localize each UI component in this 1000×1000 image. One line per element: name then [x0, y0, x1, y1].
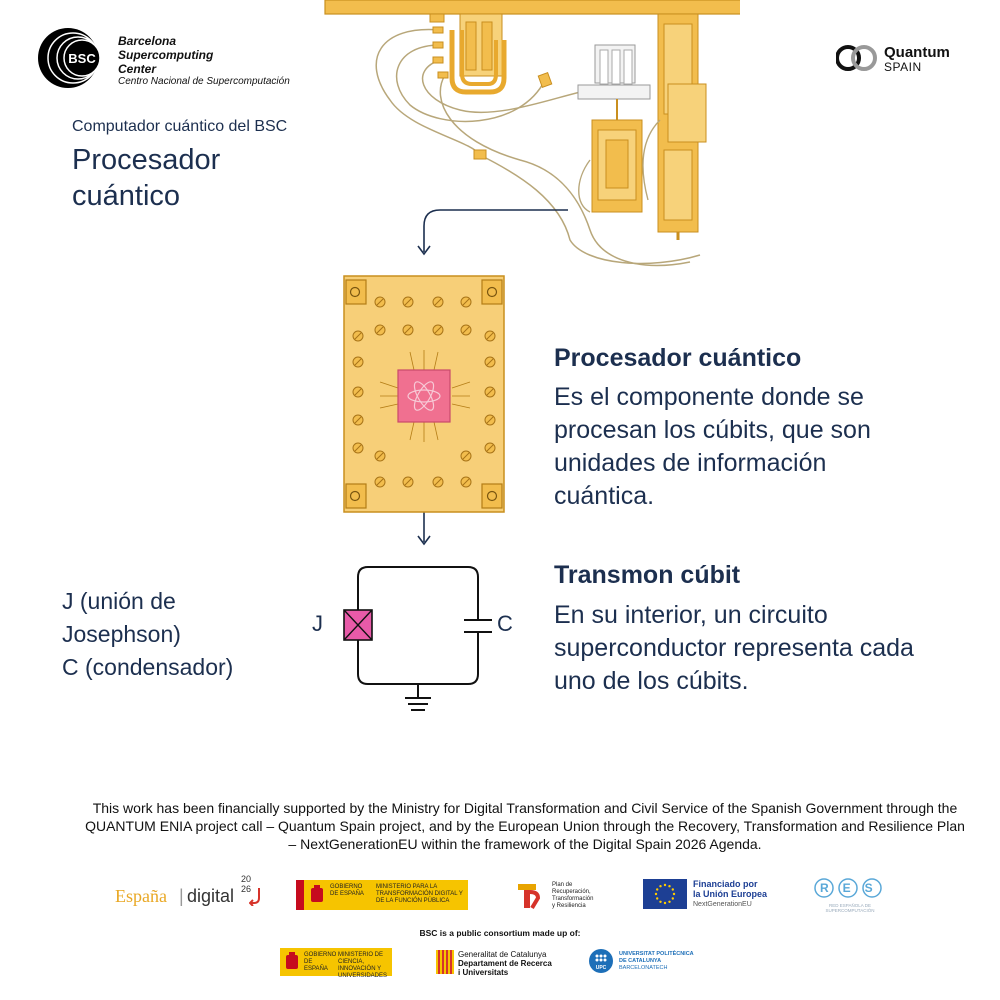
transmon-description: En su interior, un circuito superconductor representa cada uno de los cúbits.	[554, 601, 914, 695]
year-top: 20	[241, 874, 252, 884]
bsc-name	[118, 34, 318, 76]
kicker: Computador cuántico del BSC	[72, 118, 288, 135]
processor-description: Es el componente donde se procesan los cúbits, que son unidades de información cuántica.	[554, 383, 871, 510]
quantum-processor-chip	[340, 272, 510, 517]
digital-word: digital	[187, 886, 235, 906]
eu-star-icon	[656, 888, 658, 890]
espana-word: España	[115, 886, 167, 906]
eu-star-icon	[659, 885, 661, 887]
capacitor-label: C	[497, 611, 513, 636]
eu-star-icon	[656, 897, 658, 899]
eu-star-icon	[673, 893, 675, 895]
gov-label: GOBIERNO DE ESPAÑA	[330, 884, 364, 897]
gencat-line: Generalitat de Catalunya	[458, 950, 547, 959]
eu-star-icon	[668, 885, 670, 887]
bsc-mark-text: BSC	[68, 51, 96, 66]
eu-star-icon	[668, 901, 670, 903]
legend-line: J (unión de	[62, 588, 176, 614]
eu-star-icon	[659, 901, 661, 903]
coat-of-arms-icon	[308, 884, 326, 906]
res-sub: RED ESPAÑOLA DE SUPERCOMPUTACIÓN	[825, 903, 875, 913]
ministry-label: MINISTERIO DE CIENCIA, INNOVACIÓN Y UNIVERSIDADES	[338, 952, 388, 979]
prtr-mark-icon	[516, 882, 542, 910]
eu-line: la Unión Europea	[693, 889, 768, 899]
gobierno-espana-logo	[296, 880, 468, 910]
transmon-circuit-diagram	[330, 560, 510, 720]
ground-symbol	[405, 684, 431, 710]
bsc-name-line: Barcelona	[118, 34, 177, 48]
legend-line: Josephson)	[62, 621, 181, 647]
page-title-line: Procesador	[72, 144, 221, 176]
upc-line: UNIVERSITAT POLITÈCNICA	[619, 951, 694, 957]
circuit-legend	[62, 585, 302, 684]
prtr-line: Plan de	[552, 882, 573, 888]
quantum-spain-name: Quantum	[884, 44, 950, 61]
junction-label: J	[312, 611, 323, 636]
upc-mark-text: UPC	[595, 965, 607, 971]
arrow-to-chip	[424, 210, 568, 252]
eu-funding-logo	[643, 879, 783, 911]
prtr-line: y Resiliencia	[552, 903, 586, 909]
year-bottom: 26	[241, 884, 252, 894]
processor-title: Procesador cuántico	[554, 344, 802, 372]
gencat-line: i Universitats	[458, 968, 509, 977]
funding-statement: This work has been financially supported by the Ministry for Digital Transformation and Civil Service of the Spanish Government through the QUANTUM ENIA project call – Quantum Spain project, and by the European Union through the Recovery, Transformation and Resilience Plan – NextGenerationEU within the framework of the Digital Spain 2026 Agenda.	[85, 800, 965, 852]
res-logo	[808, 877, 888, 913]
eu-line: Financiado por	[693, 879, 758, 889]
transmon-title: Transmon cúbit	[554, 561, 741, 589]
eu-star-icon	[664, 884, 666, 886]
senyera-icon	[436, 950, 454, 974]
ministerio-ciencia-logo	[280, 948, 392, 979]
bsc-name-line: Supercomputing	[118, 48, 214, 62]
gov-label: GOBIERNO DE ESPAÑA	[304, 952, 337, 972]
upc-line: DE CATALUNYA	[619, 958, 662, 964]
prtr-line: Recuperación,	[552, 889, 591, 895]
page-title	[72, 142, 312, 214]
eu-star-icon	[672, 897, 674, 899]
eu-star-icon	[664, 902, 666, 904]
upc-logo	[588, 948, 708, 976]
curved-arrow-icon	[249, 888, 263, 906]
legend-line: C (condensador)	[62, 654, 234, 680]
ministry-label: MINISTERIO PARA LA TRANSFORMACIÓN DIGITAL Y DE LA FUNCIÓN PÚBLICA	[376, 884, 463, 904]
eu-star-icon	[655, 893, 657, 895]
eu-flag-icon	[643, 879, 687, 909]
gencat-line: Departament de Recerca	[458, 959, 552, 968]
espana-digital-logo: España | digital 20 26	[115, 878, 275, 912]
coat-of-arms-icon	[284, 951, 300, 973]
generalitat-logo	[436, 948, 556, 976]
prtr-logo	[516, 880, 616, 912]
prtr-line: Transformación	[552, 896, 594, 902]
upc-line: BARCELONATECH	[619, 965, 668, 971]
page-title-line: cuántico	[72, 180, 181, 212]
bsc-name-line: Center	[118, 62, 157, 76]
quantum-spain-sub: SPAIN	[884, 60, 922, 74]
upc-mark-icon	[588, 948, 614, 974]
josephson-junction-symbol	[344, 610, 372, 640]
eu-line: NextGenerationEU	[693, 901, 752, 908]
bsc-subtitle: Centro Nacional de Supercomputación	[118, 76, 290, 87]
res-name: RES	[820, 881, 887, 895]
consortium-title: BSC is a public consortium made up of:	[419, 928, 581, 938]
eu-star-icon	[672, 888, 674, 890]
